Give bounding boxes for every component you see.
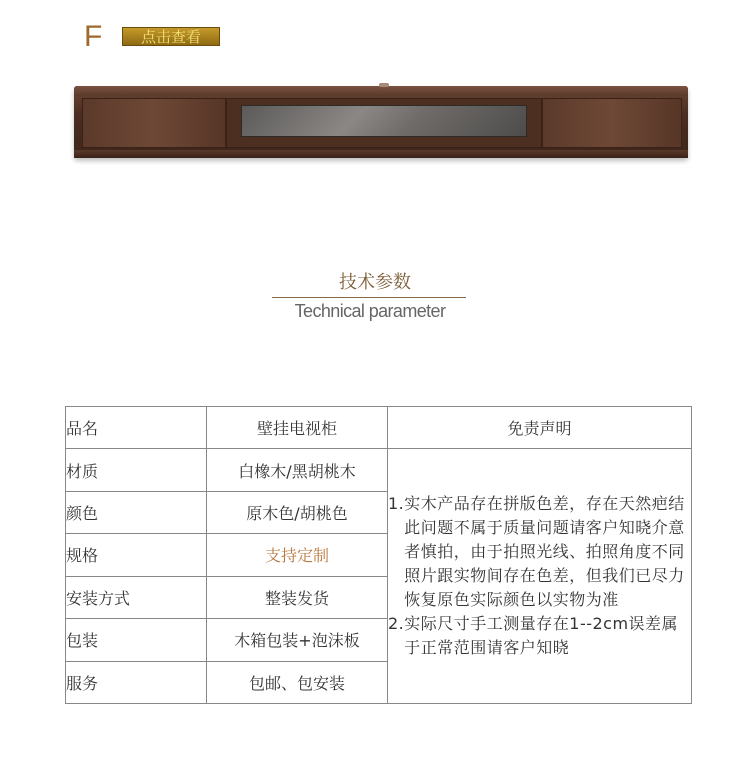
spec-label: 品名: [66, 407, 207, 449]
spec-value: 壁挂电视柜: [207, 407, 388, 449]
disclaimer-title: 免责声明: [388, 407, 692, 449]
section-title-en: Technical parameter: [294, 301, 446, 321]
section-title-divider: [272, 297, 466, 298]
spec-value: 白橡木/黑胡桃木: [207, 449, 388, 491]
spec-label: 颜色: [66, 491, 207, 533]
cabinet-top: [74, 86, 688, 96]
spec-value: 原木色/胡桃色: [207, 491, 388, 533]
cabinet-glass-drawer: [226, 98, 542, 148]
cabinet-right-drawer: [542, 98, 682, 148]
cabinet-base: [74, 150, 688, 158]
spec-label: 材质: [66, 449, 207, 491]
spec-value-customizable: 支持定制: [207, 534, 388, 576]
spec-value: 包邮、包安装: [207, 661, 388, 703]
spec-label: 服务: [66, 661, 207, 703]
disclaimer-note: [388, 612, 691, 660]
cabinet-glass-panel: [241, 105, 527, 137]
section-letter: F: [84, 20, 103, 53]
section-title-cn: 技术参数: [339, 272, 411, 293]
cabinet-left-drawer: [82, 98, 226, 148]
note-text: 实际尺寸手工测量存在1--2cm误差属于正常范围请客户知晓: [404, 614, 679, 658]
view-details-button[interactable]: 点击查看: [122, 27, 220, 46]
cabinet-knob: [379, 83, 389, 87]
spec-value: 整装发货: [207, 576, 388, 618]
spec-label: 安装方式: [66, 576, 207, 618]
spec-value: 木箱包装+泡沫板: [207, 619, 388, 661]
spec-label: 规格: [66, 534, 207, 576]
tv-cabinet-image: [74, 86, 688, 158]
disclaimer-body: [388, 449, 692, 704]
table-row: [66, 449, 692, 491]
note-text: 实木产品存在拼版色差，存在天然疤结此问题不属于质量问题请客户知晓介意者慎拍，由于拍照光线、拍照角度不同照片跟实物间存在色差，但我们已尽力恢复原色实际颜色以实物为准: [404, 494, 685, 610]
spec-table: [65, 406, 692, 704]
disclaimer-note: [388, 492, 691, 612]
note-number: 2.: [388, 614, 405, 634]
spec-label: 包装: [66, 619, 207, 661]
table-row: [66, 407, 692, 449]
note-number: 1.: [388, 494, 405, 514]
